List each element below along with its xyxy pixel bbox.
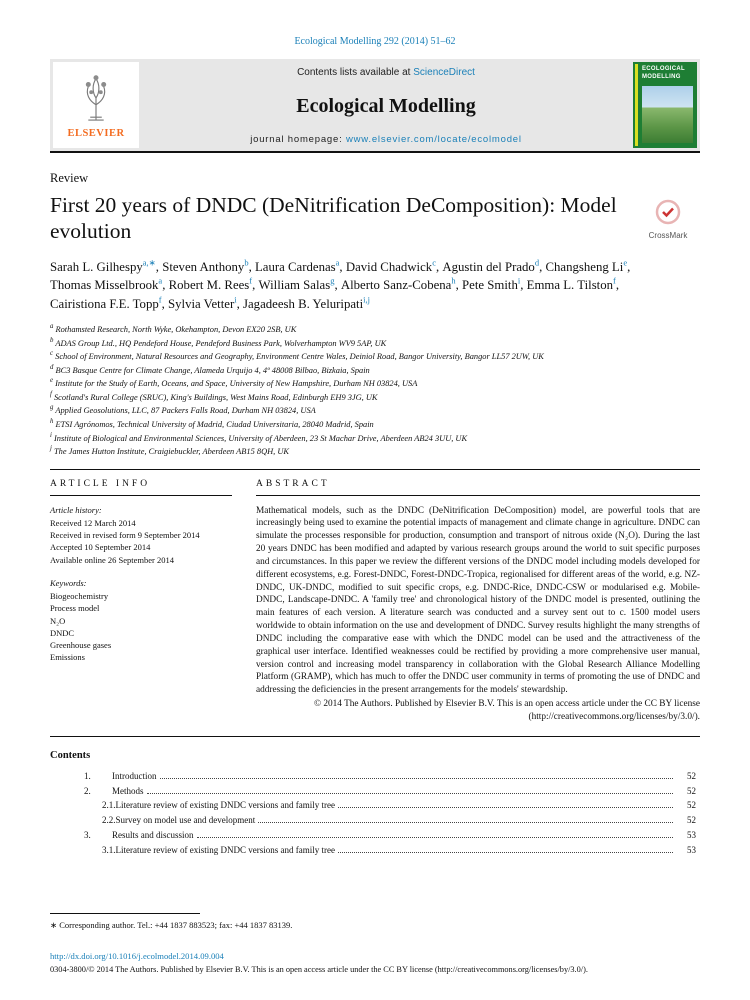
author-affiliation-ref[interactable]: f (249, 275, 253, 286)
contents-heading: Contents (50, 749, 91, 761)
toc-page-number: 52 (687, 800, 696, 811)
author-name: Thomas Misselbrook$^a$, (50, 275, 169, 293)
author-affiliation-ref[interactable]: a (158, 275, 163, 286)
journal-name: Ecological Modelling (296, 94, 476, 117)
journal-homepage-label: journal homepage: (250, 134, 346, 145)
keyword: DNDC (50, 627, 75, 638)
abstract-column (256, 470, 700, 724)
toc-section-number: 2. (84, 785, 91, 796)
affiliation-letter: f (50, 390, 52, 398)
affiliation-letter: i (50, 431, 52, 439)
author-affiliation-ref[interactable]: b (244, 257, 249, 268)
affiliation (50, 376, 700, 390)
affiliation-text: ETSI Agrónomos, Technical University of Madrid, Ciudad Universitaria, 28040 Madrid, Spain (55, 419, 374, 429)
keyword: N₂O (50, 615, 66, 626)
affiliation-letter: h (50, 417, 54, 425)
affiliation (50, 417, 700, 431)
article-header (50, 171, 700, 244)
toc-section-title: Survey on model use and development (115, 815, 256, 826)
affiliation (50, 444, 700, 458)
affiliation-list (50, 322, 700, 458)
elsevier-logo (53, 62, 139, 148)
toc-section-number: 3.1. (84, 844, 116, 855)
author-affiliation-ref[interactable]: i (517, 275, 521, 286)
affiliation-text: Institute of Biological and Environmental Sciences, University of Aberdeen, 23 St Machar Drive, Aberdeen AB24 3UU, UK (53, 433, 468, 443)
affiliation-text: BC3 Basque Centre for Climate Change, Alameda Urquijo 4, 4º 48008 Bilbao, Bizkaia, Spain (55, 365, 370, 375)
abstract-text: Mathematical models, such as the DNDC (DeNitrification DeComposition) model, are powerful tools that are increasingly being used to examine the potential impacts of management and climate change in agriculture. DNDC can simulate the processes responsible for production, consumption and transport of nitrous oxide (N₂O). During the last 20 years DNDC has been modified and adapted by various research groups around the world to suit specific purposes and circumstances. In this paper we review the different versions of the DNDC model including models developed for different ecosystems, e.g. Forest-DNDC, Forest-DNDC-Tropica, regionalised for different areas of the world, e.g. NZ-DNDC, UK-DNDC, modified to suit specific crops, e.g. DNDC-Rice, DNDC-CSW or modularised e.g. Mobile-DNDC, Landscape-DNDC. A 'family tree' and chronological history of the DNDC model is presented, outlining the main features of each version. A literature search was conducted and a survey sent out to c. 1500 model users worldwide to obtain information on the use and development of DNDC. Survey results highlight the many strengths of DNDC including the comparative ease with which the DNDC model can be used and the attractiveness of the graphical user interface. Identified weaknesses could be rectified by providing a more comprehensive user manual, version control and increasing model transparency in collaboration with the Global Research Alliance Modelling Platform (GRAMP), which has much to offer the DNDC user community in terms of promoting the use of DNDC and addressing the deficiencies in the present arrangements for the models' stewardship. (256, 505, 700, 696)
toc-row[interactable] (84, 813, 696, 828)
author-separator: , (627, 259, 631, 274)
journal-citation-link[interactable]: Ecological Modelling 292 (2014) 51–62 (294, 36, 456, 47)
author-affiliation-ref[interactable]: f (158, 294, 162, 305)
toc-dot-leader (147, 793, 674, 794)
journal-masthead (50, 59, 700, 153)
toc-section-number: 2.1. (84, 800, 116, 811)
article-title: First 20 years of DNDC (DeNitrification DeComposition): Model evolution (50, 193, 617, 244)
affiliation (50, 336, 700, 350)
toc-section-number: 1. (84, 770, 91, 781)
toc-page-number: 52 (687, 785, 696, 796)
keyword: Emissions (50, 652, 85, 663)
article-history-line: Received 12 March 2014 (50, 517, 136, 528)
author-separator: , (455, 278, 463, 293)
author-name: Pete Smith$^i$, (462, 275, 527, 293)
abstract-heading: ABSTRACT (256, 470, 700, 496)
abstract-copyright (256, 698, 700, 724)
article-history-line: Available online 26 September 2014 (50, 554, 175, 565)
author-affiliation-ref[interactable]: f (613, 275, 616, 286)
author-name: Sarah L. Gilhespy$^{a,∗}$, (50, 257, 163, 274)
author-name: Changsheng Li$^e$, (545, 257, 631, 274)
keywords-label: Keywords: (50, 577, 87, 588)
author-name: William Salas$^g$, (258, 275, 341, 293)
toc-page-number: 52 (687, 770, 696, 781)
toc-section-title: Introduction (112, 770, 157, 781)
masthead-center (139, 59, 633, 151)
toc-page-number: 53 (687, 844, 696, 855)
author-affiliation-ref[interactable]: e (623, 257, 628, 268)
corresponding-author-note: ∗ Corresponding author. Tel.: +44 1837 883523; fax: +44 1837 83139. (50, 920, 293, 930)
affiliation-text: The James Hutton Institute, Craigiebuckler, Aberdeen AB15 8QH, UK (53, 446, 289, 456)
journal-homepage-link[interactable]: www.elsevier.com/locate/ecolmodel (345, 134, 522, 145)
affiliation (50, 363, 700, 377)
toc-dot-leader (338, 807, 673, 808)
issn-copyright-line: 0304-3800/© 2014 The Authors. Published by Elsevier B.V. This is an open access article under the CC BY license (http://creativecommons.org/licenses/by/3.0/). (50, 965, 588, 974)
table-of-contents (50, 769, 700, 858)
elsevier-wordmark: ELSEVIER (67, 127, 125, 139)
author-name: David Chadwick$^c$, (345, 257, 443, 274)
author-separator: , (334, 278, 341, 293)
author-separator: , (252, 278, 259, 293)
article-history-line: Received in revised form 9 September 2014 (50, 529, 200, 540)
copyright-line: © 2014 The Authors. Published by Elsevier B.V. This is an open access article under the CC BY license (313, 699, 700, 710)
author-separator: , (236, 296, 244, 311)
footer (50, 951, 700, 974)
toc-page-number: 52 (687, 815, 696, 826)
author-name: Laura Cardenas$^a$, (254, 257, 346, 274)
footnote-divider (50, 913, 200, 914)
author-affiliation-ref[interactable]: h (451, 275, 456, 286)
affiliation (50, 390, 700, 404)
author-name: Robert M. Rees$^f$, (168, 275, 259, 293)
affiliation-letter: c (50, 350, 54, 358)
info-abstract-section (50, 469, 700, 737)
toc-section-number: 3. (84, 830, 91, 841)
toc-dot-leader (258, 822, 673, 823)
author-separator: , (520, 278, 527, 293)
toc-row[interactable] (84, 843, 696, 858)
affiliation (50, 322, 700, 336)
author-separator: , (162, 278, 169, 293)
affiliation (50, 403, 700, 417)
toc-dot-leader (160, 778, 674, 779)
affiliation-letter: g (50, 404, 54, 412)
affiliation-letter: a (50, 323, 54, 331)
affiliation-text: School of Environment, Natural Resources and Geography, Environment Centre Wales, Deiniol Road, Bangor University, Bangor LL57 2UW, UK (55, 351, 544, 361)
footnote-area (50, 913, 700, 931)
article-history-list (50, 517, 232, 566)
author-separator: , (615, 278, 620, 293)
author-affiliation-ref[interactable]: c (432, 257, 436, 268)
author-separator: , (539, 259, 546, 274)
cover-title: ECOLOGICAL MODELLING (642, 66, 685, 80)
author-separator: , (161, 296, 168, 311)
author-affiliation-ref[interactable]: d (534, 257, 540, 268)
keyword: Greenhouse gases (50, 640, 112, 651)
affiliation-letter: j (50, 445, 52, 453)
author-separator: , (155, 259, 163, 274)
author-name: Steven Anthony$^b$, (162, 257, 255, 274)
toc-section-title: Literature review of existing DNDC versions and family tree (115, 844, 335, 855)
author-affiliation-ref[interactable]: a,∗ (142, 257, 156, 268)
affiliation-text: Institute for the Study of Earth, Oceans, and Space, University of New Hampshire, Durham NH 03824, USA (55, 379, 418, 389)
author-list (50, 257, 695, 313)
affiliation-letter: e (50, 377, 54, 385)
contents-available-text: Contents lists available at (297, 67, 414, 78)
author-name: Emma L. Tilston$^f$, (526, 275, 620, 293)
author-name: Jagadeesh B. Yeluripati$^{i,j}$ (243, 294, 371, 311)
article-type-label: Review (50, 171, 89, 185)
author-name: Cairistiona F.E. Topp$^f$, (50, 294, 168, 311)
article-info-heading: ARTICLE INFO (50, 470, 232, 496)
sciencedirect-link[interactable]: ScienceDirect (413, 67, 475, 78)
whitespace-spacer (50, 858, 700, 913)
author-affiliation-ref[interactable]: g (330, 275, 335, 286)
toc-section-title: Literature review of existing DNDC versions and family tree (115, 800, 335, 811)
author-affiliation-ref[interactable]: i (234, 294, 237, 305)
affiliation-text: Scotland's Rural College (SRUC), King's Buildings, West Mains Road, Edinburgh EH9 3JG, UK (53, 392, 378, 402)
crossmark-icon (655, 199, 681, 230)
affiliation-text: Rothamsted Research, North Wyke, Okehampton, Devon EX20 2SB, UK (55, 324, 297, 334)
cover-image (642, 86, 693, 143)
journal-cover-thumbnail (633, 62, 697, 148)
toc-section-title: Results and discussion (112, 830, 194, 841)
affiliation-text: Applied Geosolutions, LLC, 87 Packers Falls Road, Durham NH 03824, USA (55, 406, 316, 416)
article-info-column (50, 470, 232, 724)
toc-page-number: 53 (687, 830, 696, 841)
author-name: Agustin del Prado$^d$, (442, 257, 546, 274)
keyword: Process model (50, 603, 100, 614)
toc-row[interactable] (84, 828, 696, 843)
article-history-label: Article history: (50, 504, 102, 515)
affiliation (50, 431, 700, 445)
author-name: Alberto Sanz-Cobena$^h$, (340, 275, 463, 293)
toc-row[interactable] (84, 784, 696, 799)
toc-dot-leader (338, 852, 673, 853)
affiliation-letter: b (50, 336, 54, 344)
toc-section-title: Methods (112, 785, 144, 796)
author-separator: , (248, 259, 255, 274)
toc-row[interactable] (84, 769, 696, 784)
author-separator: , (435, 259, 443, 274)
author-name: Sylvia Vetter$^i$, (168, 294, 244, 311)
author-affiliation-ref[interactable]: i,j (363, 294, 371, 305)
affiliation-text: ADAS Group Ltd., HQ Pendeford House, Pendeford Business Park, Wolverhampton WV9 5AP, UK (55, 338, 387, 348)
toc-row[interactable] (84, 798, 696, 813)
article-history-line: Accepted 10 September 2014 (50, 542, 151, 553)
keyword-list (50, 590, 232, 664)
elsevier-tree-icon (75, 72, 117, 127)
contents-section (50, 750, 700, 858)
affiliation-letter: d (50, 363, 54, 371)
affiliation (50, 349, 700, 363)
cc-license-link[interactable]: (http://creativecommons.org/licenses/by/3.0/). (528, 711, 700, 722)
toc-section-number: 2.2. (84, 815, 116, 826)
author-affiliation-ref[interactable]: a (335, 257, 340, 268)
doi-link[interactable]: http://dx.doi.org/10.1016/j.ecolmodel.2014.09.004 (50, 951, 224, 961)
crossmark-badge[interactable] (636, 199, 700, 240)
crossmark-label: CrossMark (648, 231, 688, 240)
author-separator: , (339, 259, 346, 274)
keyword: Biogeochemistry (50, 590, 109, 601)
toc-dot-leader (197, 837, 673, 838)
